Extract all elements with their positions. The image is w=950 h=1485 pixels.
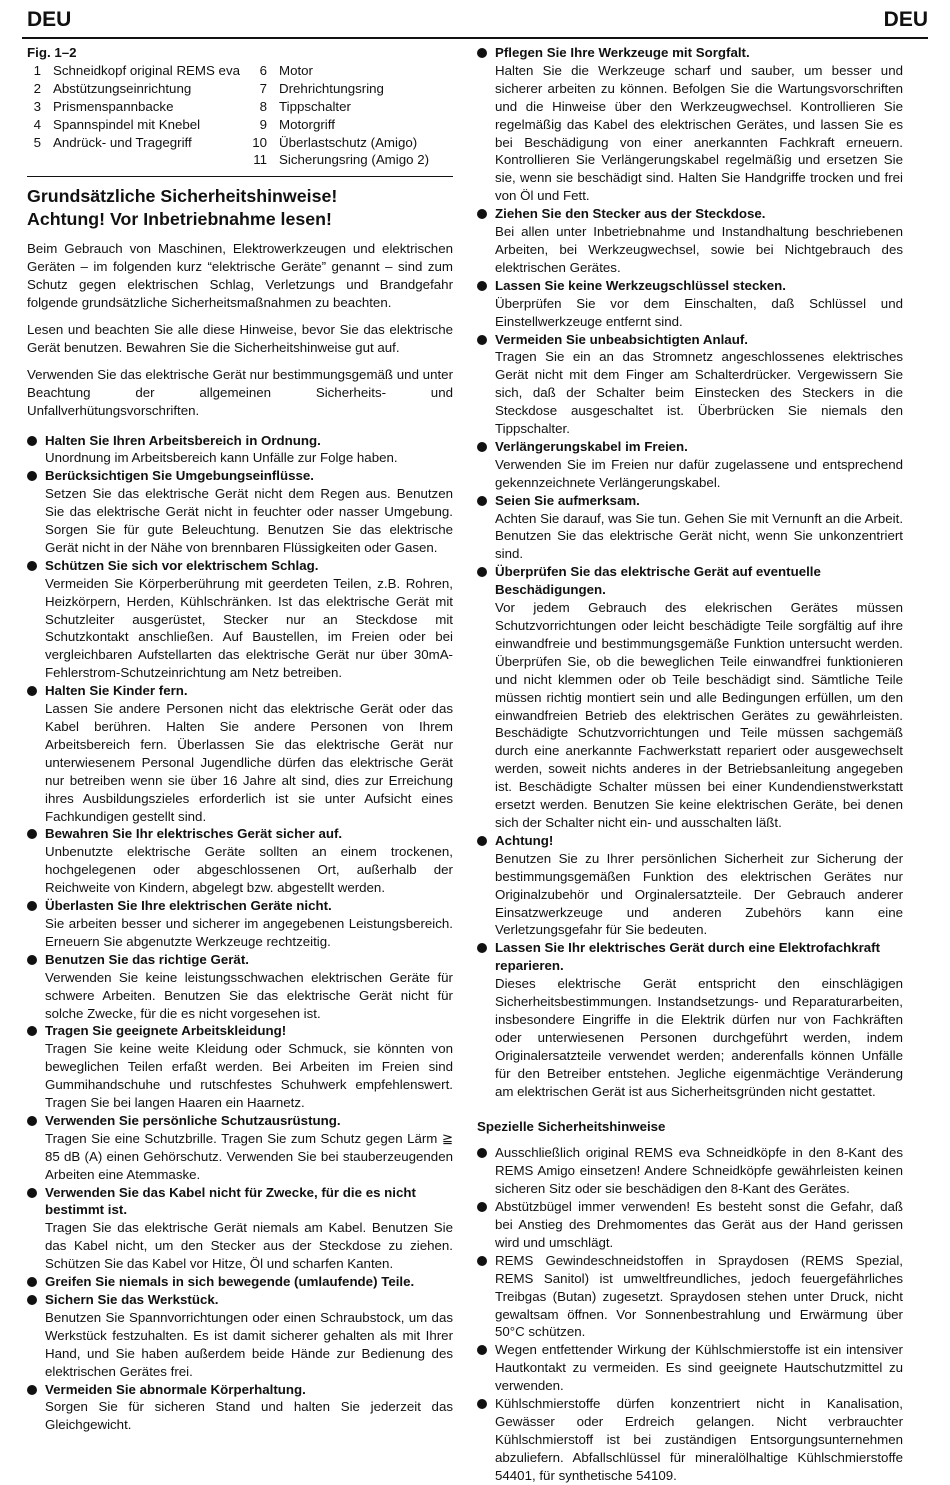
safety-item-text: Vermeiden Sie Körperberührung mit geerdeten Teilen, z.B. Rohren, Heizkörpern, Herden, Kühlschränken. Ist das elektrische Gerät mit Schutzleiter ausgerüstet, Stecker nur an Steckdose mit Schutzkontakt anschließen. Auf Baustellen, im Freien oder bei vergleichbaren Aufstellarten das elektrische Gerät nur über 30mA-Fehlerstrom-Schutzeinrichtung am Netz betreiben. [45,575,453,681]
safety-item-heading: Seien Sie aufmerksam. [495,492,640,508]
safety-item-heading: Achtung! [495,832,554,848]
safety-item-heading: Sichern Sie das Werkstück. [45,1292,219,1307]
safety-item-heading: Halten Sie Kinder fern. [45,683,188,699]
safety-item-heading: Tragen Sie geeignete Arbeitskleidung! [45,1023,287,1039]
safety-item-text: Tragen Sie ein an das Stromnetz angeschlossenes elektrisches Gerät nicht mit dem Finger am Schalterdrücker. Vergewissern Sie sich, daß der Schalter beim Einstecken des Steckers in die Steckdose ausgeschaltet ist. Überbrücken Sie niemals den Tippschalter. [495,349,903,437]
special-safety-item [477,1198,903,1252]
legend-number: 7 [259,80,267,96]
special-safety-heading: Spezielle Sicherheitshinweise [477,1119,666,1135]
safety-item [27,432,453,468]
figure-legend-title: Fig. 1–2 [27,45,77,60]
safety-item-text: Dieses elektrische Gerät entspricht den einschlägigen Sicherheitsbestimmungen. Instandsetzungs- und Reparaturarbeiten, insbesondere Eingriffe in die Elektrik dürfen nur von Fachkräften oder unterwiesenen Personen durchgeführt werden, indem Originalersatzteile verwendet werden; anderenfalls können Unfälle für den Betreiber entstehen. Jegliche eigenmächtige Veränderung am elektrischen Gerät ist aus Sicherheitsgründen nicht gestattet. [495,976,903,1099]
safety-item [477,939,903,1100]
safety-item [477,205,903,277]
safety-item [477,331,903,438]
safety-item-text: Vor jedem Gebrauch des elekrischen Gerätes müssen Schutzvorrichtungen oder leicht beschädigte Teile sorgfältig auf ihre einwandfreie und bestimmungsgemäße Funktion untersucht werden. Überprüfen Sie, ob die beweglichen Teile einwandfrei funktionieren und nicht klemmen oder ob Teile beschädigt sind. Sämtliche Teile müssen richtig montiert sein und alle Bedingungen erfüllen, um den einwandfreien Betrieb des elektrischen Gerätes zu gewährleisten. Beschädigte Schutzvorrichtungen und Teile müssen sachgemäß durch eine anerkannte Fachwerkstatt repariert oder ausgewechselt werden, soweit nichts anderes in der Betriebsanleitung angegeben ist. Beschädigte Schalter müssen bei einer Kundendienstwerkstatt ersetzt werden. Benutzen Sie keine elektrischen Geräte, bei denen sich der Schalter nicht ein- und ausschalten läßt. [495,600,903,830]
safety-item-text: Halten Sie die Werkzeuge scharf und sauber, um besser und sicherer arbeiten zu können. Befolgen Sie die Wartungsvorschriften und die Hinweise über den Werkzeugwechsel. Kontrollieren Sie regelmäßig das Kabel des elektrischen Gerätes, und lassen Sie es bei Beschädigung von einer anerkannten Fachkraft erneuern. Kontrollieren Sie Verlängerungskabel regelmäßig und ersetzen Sie sie, wenn sie beschädigt sind. Halten Sie Handgriffe trocken und frei von Öl und Fett. [495,62,903,204]
safety-item-heading: Halten Sie Ihren Arbeitsbereich in Ordnung. [45,432,321,448]
safety-item [27,897,453,951]
section-divider [27,176,453,177]
legend-label: Tippschalter [279,98,351,114]
safety-item-heading: Überprüfen Sie das elektrische Gerät auf eventuelle Beschädigungen. [495,564,821,598]
safety-item [27,467,453,557]
safety-item-text: Unbenutzte elektrische Geräte sollten an einem trockenen, hochgelegenen oder abgeschlossenen Ort, außerhalb der Reichweite von Kindern, abgelegt bzw. abgestellt werden. [45,844,453,896]
safety-item-heading: Verlängerungskabel im Freien. [495,438,688,454]
figure-legend-item [245,80,453,98]
intro-paragraph-2: Lesen und beachten Sie alle diese Hinweise, bevor Sie das elektrische Gerät benutzen. Bewahren Sie die Sicherheitshinweise gut auf. [27,321,453,355]
figure-legend-item [245,134,453,152]
legend-number: 10 [252,134,267,150]
special-safety-text: Abstützbügel immer verwenden! Es besteht sonst die Gefahr, daß bei Anstieg des Drehmomentes das Gerät aus der Hand gerissen wird und umschlägt. [495,1199,903,1250]
safety-item [477,44,903,205]
safety-item-text: Lassen Sie andere Personen nicht das elektrische Gerät oder das Kabel berühren. Halten Sie andere Personen von Ihrem Arbeitsbereich fern. Überlassen Sie das elektrische Gerät nur unterwiesenem Personal Jugendliche dürfen das elektrische Gerät nur betreiben wenn sie über 16 Jahre alt sind, dies zur Erreichung ihres Ausbildungszieles erforderlich ist sie unter Aufsicht eines Fachkundigen gestellt sind. [45,701,453,824]
figure-legend-item [245,98,453,116]
figure-legend-item [245,62,453,80]
safety-item-text: Sie arbeiten besser und sicherer im angegebenen Leistungsbereich. Erneuern Sie abgenutzte Werkzeuge rechtzeitig. [45,915,453,949]
figure-legend-item [245,151,453,169]
figure-legend-item [27,134,245,152]
legend-number: 11 [253,152,267,168]
special-safety-item [477,1144,903,1198]
safety-item [477,438,903,492]
safety-item [27,682,453,825]
safety-item [27,1291,453,1381]
safety-item-text: Benutzen Sie Spannvorrichtungen oder einen Schraubstock, um das Werkstück festzuhalten. Es ist damit sicherer gehalten als mit Ihrer Hand, und Sie haben außerdem beide Hände zur Bedienung des elektrischen Gerätes frei. [45,1309,453,1379]
legend-number: 6 [259,62,267,78]
safety-item [477,832,903,939]
safety-item-heading: Verwenden Sie das Kabel nicht für Zwecke, für die es nicht bestimmt ist. [45,1184,416,1218]
special-safety-text: Ausschließlich original REMS eva Schneidköpfe in den 8-Kant des REMS Amigo einsetzen! Andere Schneidköpfe gewährleisten keinen sicheren Sitz oder sie beschädigen den 8-Kant des Gerätes. [495,1145,903,1197]
language-label-right: DEU [883,8,928,31]
legend-label: Abstützungseinrichtung [53,80,192,96]
safety-item [27,557,453,682]
figure-legend-left [27,62,245,169]
safety-title [27,185,453,231]
language-label-left: DEU [27,8,72,31]
safety-item [27,1112,453,1184]
safety-item [27,1273,453,1291]
safety-item [477,492,903,564]
special-safety-list [477,1144,903,1484]
left-column [27,44,453,1434]
special-safety-text: Kühlschmierstoffe dürfen konzentriert nicht in Kanalisation, Gewässer oder Erdreich gelangen. Nicht verbrauchter Kühlschmierstoff ist bei zuständigen Entsorgungsunternehmen abzuliefern. Abfallschlüssel für mineralölhaltige Kühlschmierstoffe 54401, für synthetische 54109. [495,1396,903,1483]
safety-item-text: Sorgen Sie für sicheren Stand und halten Sie jederzeit das Gleichgewicht. [45,1399,453,1433]
special-safety-text: Wegen entfettender Wirkung der Kühlschmierstoffe ist ein intensiver Hautkontakt zu vermeiden. Es sind geeignete Hautschutzmittel zu verwenden. [495,1342,903,1394]
special-safety-item [477,1341,903,1395]
figure-legend-item [27,62,245,80]
figure-legend [27,62,453,169]
safety-item-text: Achten Sie darauf, was Sie tun. Gehen Sie mit Vernunft an die Arbeit. Benutzen Sie das elektrische Gerät nicht, wenn Sie unkonzentriert sind. [495,510,904,562]
legend-number: 3 [33,98,41,114]
general-safety-list-left [27,432,453,1435]
safety-item-text: Tragen Sie eine Schutzbrille. Tragen Sie zum Schutz gegen Lärm ≧ 85 dB (A) einen Gehörschutz. Verwenden Sie bei stauberzeugenden Arbeiten eine Atemmaske. [45,1130,453,1182]
intro-paragraph-1: Beim Gebrauch von Maschinen, Elektrowerkzeugen und elektrischen Geräten – im folgenden kurz “elektrische Geräte” genannt – sind zum Schutz gegen elektrischen Schlag, Verletzungs und Brandgefahr folgende grundsätzliche Sicherheitsmaßnahmen zu beachten. [27,241,453,311]
safety-item-text: Verwenden Sie keine leistungsschwachen elektrischen Geräte für schwere Arbeiten. Benutzen Sie das elektrische Gerät nicht für solche Zwecke, für die es nicht vorgesehen ist. [45,969,453,1021]
legend-label: Sicherungsring (Amigo 2) [279,152,430,168]
safety-title-line1: Grundsätzliche Sicherheitshinweise! [27,186,338,207]
safety-item [27,1184,453,1274]
legend-number: 5 [33,134,41,150]
safety-item-text: Tragen Sie keine weite Kleidung oder Schmuck, sie könnten von beweglichen Teilen erfaßt werden. Bei Arbeiten im Freien sind Gummihandschuhe und rutschfestes Schuhwerk empfehlenswert. Tragen Sie bei langen Haaren ein Haarnetz. [45,1041,453,1111]
safety-item [477,563,903,832]
safety-item-heading: Verwenden Sie persönliche Schutzausrüstung. [45,1112,341,1128]
special-safety-item [477,1395,903,1485]
safety-item-text: Unordnung im Arbeitsbereich kann Unfälle zur Folge haben. [45,450,398,466]
safety-item-text: Setzen Sie das elektrische Gerät nicht dem Regen aus. Benutzen Sie das elektrische Gerät nicht in feuchter oder nasser Umgebung. Sorgen Sie für gute Beleuchtung. Benutzen Sie das elektrische Gerät nicht in der Nähe von brennbaren Flüssigkeiten oder Gasen. [45,486,453,555]
special-safety-text: REMS Gewindeschneidstoffen in Spraydosen (REMS Spezial, REMS Sanitol) ist umweltfreundliches, jedoch feuergefährliches Treibgas (Butan) zugesetzt. Spraydosen stehen unter Druck, nicht gewaltsam öffnen. Vor Sonnenbestrahlung und Erwärmung über 50°C schützen. [495,1252,903,1340]
figure-legend-item [27,98,245,116]
safety-item [27,825,453,897]
legend-label: Motorgriff [279,116,335,132]
legend-number: 9 [259,116,267,132]
safety-item-text: Tragen Sie das elektrische Gerät niemals am Kabel. Benutzen Sie das Kabel nicht, um den Stecker aus der Steckdose zu ziehen. Schützen Sie das Kabel vor Hitze, Öl und scharfen Kanten. [45,1220,453,1272]
safety-item-heading: Vermeiden Sie abnormale Körperhaltung. [45,1381,306,1397]
figure-legend-item [27,80,245,98]
safety-item-heading: Schützen Sie sich vor elektrischem Schlag. [45,557,319,573]
legend-label: Motor [279,62,313,78]
special-safety-item [477,1252,903,1342]
legend-label: Spannspindel mit Knebel [53,116,201,132]
safety-item-text: Bei allen unter Inbetriebnahme und Instandhaltung beschriebenen Arbeiten, bei Werkzeugwechsel, sowie bei Nichtgebrauch des elektrischen Gerätes. [495,224,903,275]
safety-item-heading: Bewahren Sie Ihr elektrisches Gerät sicher auf. [45,826,343,842]
safety-item-heading: Pflegen Sie Ihre Werkzeuge mit Sorgfalt. [495,45,750,60]
legend-number: 1 [33,62,41,78]
safety-item [27,951,453,1023]
safety-item [477,277,903,331]
safety-item-heading: Vermeiden Sie unbeabsichtigten Anlauf. [495,331,748,347]
safety-item-heading: Greifen Sie niemals in sich bewegende (umlaufende) Teile. [45,1274,415,1290]
figure-legend-item [245,116,453,134]
safety-item-text: Benutzen Sie zu Ihrer persönlichen Sicherheit zur Sicherung der bestimmungsgemäßen Funktion des elektrischen Gerätes nur Originalzubehör und Orginalersatzteile. Der Gebrauch anderer Einsatzwerkzeuge und anderen Zubehörs kann eine Verletzungsgefahr für Sie bedeuten. [495,850,903,938]
figure-legend-right [245,62,453,169]
safety-item-heading: Überlasten Sie Ihre elektrischen Geräte nicht. [45,898,332,914]
legend-label: Drehrichtungsring [279,80,384,96]
figure-legend-item [27,116,245,134]
safety-item [27,1022,453,1112]
legend-label: Andrück- und Tragegriff [53,134,192,150]
legend-label: Schneidkopf original REMS eva [53,62,240,78]
general-safety-list-right [477,44,903,1100]
intro-paragraph-3: Verwenden Sie das elektrische Gerät nur bestimmungsgemäß und unter Beachtung der allgemeinen Sicherheits- und Unfallverhütungsvorschriften. [27,366,453,418]
legend-label: Prismenspannbacke [53,98,174,114]
safety-item-heading: Benutzen Sie das richtige Gerät. [45,951,249,967]
safety-item-heading: Lassen Sie keine Werkzeugschlüssel stecken. [495,277,786,293]
right-column [477,44,903,1485]
legend-number: 2 [33,80,41,96]
legend-label: Überlastschutz (Amigo) [279,134,418,150]
safety-item-heading: Ziehen Sie den Stecker aus der Steckdose. [495,206,766,222]
safety-item [27,1381,453,1435]
legend-number: 4 [33,116,41,132]
legend-number: 8 [259,98,267,114]
safety-item-heading: Berücksichtigen Sie Umgebungseinflüsse. [45,468,314,484]
header-rule [22,37,928,39]
safety-item-heading: Lassen Sie Ihr elektrisches Gerät durch eine Elektrofachkraft reparieren. [495,940,881,974]
safety-title-line2: Achtung! Vor Inbetriebnahme lesen! [27,209,332,230]
safety-item-text: Überprüfen Sie vor dem Einschalten, daß Schlüssel und Einstellwerkzeuge entfernt sind. [495,295,903,329]
safety-item-text: Verwenden Sie im Freien nur dafür zugelassene und entsprechend gekennzeichnete Verlängerungskabel. [495,456,903,490]
